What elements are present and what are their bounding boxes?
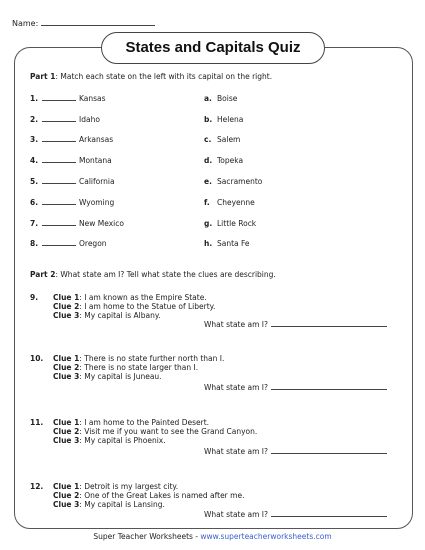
answer-blank[interactable] bbox=[42, 198, 76, 205]
answer-blank[interactable] bbox=[42, 115, 76, 122]
clue: Clue 3: My capital is Albany. bbox=[53, 311, 161, 320]
answer-blank[interactable] bbox=[42, 219, 76, 226]
state-row: 3. Arkansas bbox=[30, 135, 114, 144]
page-title: States and Capitals Quiz bbox=[101, 32, 325, 64]
footer bbox=[0, 532, 425, 541]
clue: Clue 1: There is no state further north than I. bbox=[53, 354, 225, 363]
answer-blank[interactable] bbox=[42, 177, 76, 184]
question-number: 12. bbox=[30, 482, 44, 491]
clue: Clue 3: My capital is Lansing. bbox=[53, 500, 165, 509]
answer-blank[interactable] bbox=[42, 156, 76, 163]
state-row: 5. California bbox=[30, 177, 115, 186]
answer-field bbox=[204, 320, 387, 329]
state-row: 6. Wyoming bbox=[30, 198, 115, 207]
answer-blank[interactable] bbox=[42, 239, 76, 246]
state-row: 1. Kansas bbox=[30, 94, 106, 103]
state-row: 8. Oregon bbox=[30, 239, 107, 248]
answer-field bbox=[204, 447, 387, 456]
question-number: 10. bbox=[30, 354, 44, 363]
part1-instruction bbox=[30, 72, 272, 81]
state-name: Montana bbox=[79, 156, 112, 165]
clue: Clue 2: Visit me if you want to see the Grand Canyon. bbox=[53, 427, 258, 436]
capital-name: Salem bbox=[217, 135, 241, 144]
footer-url[interactable]: www.superteacherworksheets.com bbox=[200, 532, 332, 541]
clue: Clue 2: One of the Great Lakes is named after me. bbox=[53, 491, 245, 500]
answer-prompt: What state am I? bbox=[204, 447, 268, 456]
clue: Clue 1: I am known as the Empire State. bbox=[53, 293, 207, 302]
answer-prompt: What state am I? bbox=[204, 510, 268, 519]
capital-name: Santa Fe bbox=[217, 239, 250, 248]
state-name: Idaho bbox=[79, 115, 100, 124]
state-name: Oregon bbox=[79, 239, 107, 248]
answer-line[interactable] bbox=[271, 447, 387, 454]
state-name: Kansas bbox=[79, 94, 106, 103]
capital-name: Little Rock bbox=[217, 219, 257, 228]
capital-name: Helena bbox=[217, 115, 244, 124]
clue: Clue 2: There is no state larger than I. bbox=[53, 363, 199, 372]
question-number: 9. bbox=[30, 293, 39, 302]
capital-name: Cheyenne bbox=[217, 198, 255, 207]
capital-name: Boise bbox=[217, 94, 238, 103]
capital-row: c. Salem bbox=[204, 135, 241, 144]
answer-line[interactable] bbox=[271, 510, 387, 517]
part2-text: : What state am I? Tell what state the clues are describing. bbox=[55, 270, 276, 279]
capital-row: g. Little Rock bbox=[204, 219, 257, 228]
capital-name: Sacramento bbox=[217, 177, 263, 186]
capital-row: e. Sacramento bbox=[204, 177, 263, 186]
answer-blank[interactable] bbox=[42, 94, 76, 101]
answer-line[interactable] bbox=[271, 383, 387, 390]
clue: Clue 3: My capital is Phoenix. bbox=[53, 436, 166, 445]
answer-field bbox=[204, 510, 387, 519]
part2-label: Part 2 bbox=[30, 270, 56, 279]
name-field bbox=[12, 18, 155, 28]
state-row: 2. Idaho bbox=[30, 115, 100, 124]
answer-field bbox=[204, 383, 387, 392]
name-label: Name: bbox=[12, 19, 39, 28]
state-name: Wyoming bbox=[79, 198, 115, 207]
clue: Clue 1: I am home to the Painted Desert. bbox=[53, 418, 210, 427]
clue: Clue 2: I am home to the Statue of Liberty. bbox=[53, 302, 216, 311]
capital-row: f. Cheyenne bbox=[204, 198, 255, 207]
clue: Clue 1: Detroit is my largest city. bbox=[53, 482, 179, 491]
capital-row: h. Santa Fe bbox=[204, 239, 250, 248]
state-name: California bbox=[79, 177, 115, 186]
part1-label: Part 1 bbox=[30, 72, 56, 81]
part1-text: : Match each state on the left with its capital on the right. bbox=[55, 72, 273, 81]
part2-instruction bbox=[30, 270, 276, 279]
capital-row: a. Boise bbox=[204, 94, 238, 103]
capital-name: Topeka bbox=[217, 156, 244, 165]
footer-brand: Super Teacher Worksheets - bbox=[93, 532, 201, 541]
state-name: Arkansas bbox=[79, 135, 114, 144]
capital-row: b. Helena bbox=[204, 115, 244, 124]
name-blank-line[interactable] bbox=[41, 18, 155, 26]
clue: Clue 3: My capital is Juneau. bbox=[53, 372, 162, 381]
state-row: 4. Montana bbox=[30, 156, 112, 165]
state-name: New Mexico bbox=[79, 219, 124, 228]
answer-prompt: What state am I? bbox=[204, 383, 268, 392]
answer-prompt: What state am I? bbox=[204, 320, 268, 329]
question-number: 11. bbox=[30, 418, 44, 427]
answer-line[interactable] bbox=[271, 320, 387, 327]
state-row: 7. New Mexico bbox=[30, 219, 124, 228]
answer-blank[interactable] bbox=[42, 135, 76, 142]
capital-row: d. Topeka bbox=[204, 156, 244, 165]
